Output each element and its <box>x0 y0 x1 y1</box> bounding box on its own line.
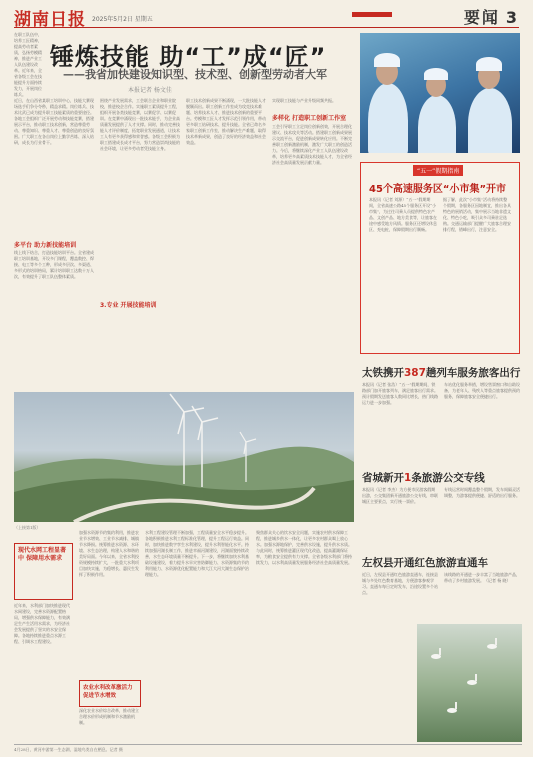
worker-cap <box>424 68 448 80</box>
bus-byline: 本报讯（记者 李杰） <box>362 487 400 492</box>
rail-article-title <box>362 365 520 380</box>
section-title <box>464 5 519 28</box>
page-number: 3 <box>505 8 519 27</box>
lead-subheading-1: 多平台 助力新技能培训 <box>14 242 77 249</box>
issue-date: 2025年5月2日 星期五 <box>92 16 153 23</box>
lead-body-col-1: 近日，在山西省某职工培训中心，技能大赛现场选手们争分夺秒，精益求精。岗位练兵、技术比武已成为提升职工技能素质的重要途径。各地工会组织广泛开展劳动和技能竞赛，搭建展示平台，推动职工技术创新，营造尊重劳动、尊重知识、尊重人才、尊重创造的良好氛围。广大职工在各自岗位上勤学苦练、深入钻研，成长为行业骨干。 <box>14 98 94 145</box>
tourism-article-title: 左权县开通红色旅游直通车 <box>362 557 488 569</box>
newspaper-logo: 湖南日报 <box>14 10 86 30</box>
holiday-guide-byline: 本报讯（记者 刘源） <box>369 197 407 202</box>
worker-figure <box>468 88 512 153</box>
holiday-guide-body-1: 本报讯（记者 刘源）“五一”假期期间，全省高速公路45个服务区开设“小市集”，为过往司乘人员提供特色农产品、文创产品、地方美食等，让旅客在途中感受地方风情。服务区还增设休息区、充电桩，保障假期出行顺畅。 <box>369 197 437 232</box>
worker-cap <box>374 53 400 67</box>
rail-title-prefix: 太铁携开 <box>362 367 404 379</box>
lower-col-3: 水利工程建设管理不断加强，工程质量安全水平稳步提升。各地积极推进水利工程标准化管理，提升工程运行效益。同时，加快推进数字孪生水利建设，提升水利智能化水平。持续加强河湖长制工作，推进幸福河湖建设，河湖面貌持续改善，水生态环境质量不断提升。下一步，将继续加快水利基础设施建设，着力提升水旱灾害防御能力、水资源集约节约利用能力、水资源优化配置能力和大江大河大湖生态保护治理能力。 <box>145 530 249 577</box>
tourism-body-2: 该线路的开通进一步丰富了当地旅游产品，带动了乡村旅游发展。（记者 杨 晓） <box>444 572 520 583</box>
masthead <box>14 5 519 28</box>
rail-byline: 本报讯（记者 张浩） <box>362 382 400 387</box>
bus-title-number: 1 <box>404 472 412 484</box>
holiday-guide-tag: “五一”假期指南 <box>413 165 463 176</box>
egret-neck <box>455 702 457 709</box>
bus-title-prefix: 省城新开 <box>362 472 404 484</box>
rail-title-suffix: 趟列车服务旅客出行 <box>425 367 521 379</box>
lead-body-col-2: 围绕产业发展需求，工会联合企业和职业院校，推进校企合作。实施职工素质提升工程，组织开展各类技能竞赛，以赛促学、以赛促训。在竞赛中涌现出一批技术能手，为企业高质量发展提供了人才支撑。同时，推动完善技能人才评价制度，拓宽职业发展通道，让技术工人有更多获得感和荣誉感。各级工会积极为职工搭建成长成才平台，努力营造崇尚技能的社会环境，让更多劳动者凭技能立身。 <box>100 98 180 151</box>
side-box-right-title: 农业水利改革激活力 促进节水增效 <box>83 685 133 699</box>
workers-photo <box>360 33 520 153</box>
lead-headline: 锤炼技能 助“工”成“匠” <box>50 43 327 71</box>
bus-body-1: 本报讯（记者 李杰）为方便市民游客假期出游，公交集团新开通旅游公交专线，串联城区主要景点，实行统一票价。 <box>362 487 438 504</box>
egret-neck <box>439 648 441 655</box>
lower-col-4: 聚焦群众关心的饮水安全问题，实施农村供水保障工程，推进城乡供水一体化，让更多农村群众喝上放心水。加强水源地保护，完善供水设施，提升供水水质。与此同时，统筹推进灌区现代化改造，提高灌溉保证率，为粮食安全提供有力支撑。全省各级水利部门将持续发力，以水利高质量发展服务经济社会高质量发展。 <box>256 530 352 565</box>
page-footer: 4月28日，黄河中游第一生态湖，湿地鸟类自在栖息。记者 摄 <box>14 744 522 755</box>
side-box-left <box>14 543 73 600</box>
egrets-photo <box>417 624 522 742</box>
holiday-guide-body-2: 据了解，此次“小市集”活动将持续整个假期，各服务区因地制宜，推出各具特色的展销活动，集中展示当地非遗文化、特色小吃，吸引众多司乘驻足选购。交通运输部门提醒广大旅客合理安排行程，错峰出行，注意安全。 <box>443 197 511 232</box>
section-stripe <box>352 12 392 17</box>
bus-title-suffix: 条旅游公交专线 <box>411 472 485 484</box>
bus-article-title <box>362 470 485 485</box>
tourism-byline: （记者 杨 晓） <box>484 578 511 583</box>
holiday-guide-box <box>360 162 520 354</box>
rail-title-number: 387 <box>404 367 426 379</box>
lead-byline: 本报记者 杨文佳 <box>128 87 172 94</box>
egret-neck <box>475 674 477 681</box>
section-name: 要闻 <box>463 8 500 27</box>
lead-subheading-2: 3.专业 开展技能培训 <box>100 302 157 309</box>
lower-col-2: 加强水资源节约集约利用，推进农业节水增效、工业节水减排、城镇节水降损。统筹推进水资源、水环境、水生态治理，构建人水和谐的美好局面。今年以来，全省水利投资规模持续扩大，一批重大水利项目加快实施，为稳增长、惠民生发挥了积极作用。 <box>79 530 139 577</box>
wind-turbines-photo <box>14 392 354 522</box>
tourism-body-1: 近日，左权县开通红色旅游直通车，连接县城与多处红色教育基地，方便游客参观学习。直通车每日定时发车，沿途设置多个站点。 <box>362 572 438 595</box>
wind-turbines-illustration <box>14 392 354 522</box>
holiday-guide-title: 45个高速服务区“小市集”开市 <box>369 184 507 195</box>
lead-left-column: 在职工队伍中，培养工匠精神，提高劳动者素质，弘扬劳模精神，推进产业工人队伍建设改革。近年来，全省各级工会在技能提升方面持续发力，开展岗位练兵。 <box>14 32 42 97</box>
worker-figure <box>418 95 456 153</box>
rail-body-2: 车站优化服务举措，增设售票窗口和自助设备，为老年人、残疾人等重点旅客提供预约服务，保障旅客安全便捷出行。 <box>444 382 520 399</box>
photo-caption: （上接第1版） <box>14 525 41 530</box>
worker-figure <box>368 83 408 153</box>
worker-cap <box>476 57 502 71</box>
egret-neck <box>495 638 497 645</box>
rail-body-1: 本报讯（记者 张浩）“五一”假期期间，铁路部门加开旅客列车，满足旅客出行需求。预计假期发送旅客人数同比增长，热门线路运力进一步加强。 <box>362 382 438 405</box>
bus-body-2: 专线运营时间覆盖整个假期，发车间隔灵活调整，为游客提供便捷、舒适的出行服务。 <box>444 487 520 498</box>
lead-body-col-3: 职工技术创新成果不断涌现，一大批技能人才脱颖而出。职工创新工作室成为攻克技术难题、培养技术人才、推进技术创新的重要平台。劳模和工匠人才发挥示范引领作用，带动更多职工钻研技术、提升技能。全省已命名多家职工创新工作室，推动解决生产难题，取得技术革新成果，创造了良好的经济效益和社会效益。 <box>186 98 266 145</box>
side-box-right <box>79 680 141 707</box>
lower-col-1: 近年来，水利部门加快推进现代水网建设，完善水资源配置格局，增强供水保障能力，有效满足生产生活用水需求，为经济社会发展提供了坚实的水安全保障。各地持续推进重点水源工程、引调水工程建设。 <box>14 603 70 644</box>
lead-body-col-4-top: 实现职工技能与产业升级同频共振。 <box>272 98 336 103</box>
lead-subhead: ——我省加快建设知识型、技术型、创新型劳动者大军 <box>63 68 327 81</box>
lead-subheading-3: 多样化 打造职工创新工作室 <box>272 115 347 122</box>
side-box-left-title: 现代水网工程显著中 保障用水需求 <box>18 547 67 562</box>
lower-col-2b: 深化农业水价综合改革，推动建立合理水价形成机制和节水激励机制。 <box>79 708 139 725</box>
lead-body-col-4: 工会引导职工立足岗位创新创效，开展合理化建议、技术攻关等活动。搭建职工创新成果展示交流平台，促进创新成果转化应用。不断完善职工创新激励机制，激发广大职工的创造活力。今后，将继续深化产业工人队伍建设改革，培养更多高素质技术技能人才，为全省经济社会高质量发展贡献力量。 <box>272 124 352 165</box>
lead-body-col-1b: 线上线下结合，打造技能培训平台。全省建成职工培训基地，开设多门课程，覆盖数控、焊接、电工等多个工种，形成多层次、多渠道、多形式的培训格局，累计培训职工达数十万人次，有效提升了职工队伍整体素质。 <box>14 250 94 279</box>
